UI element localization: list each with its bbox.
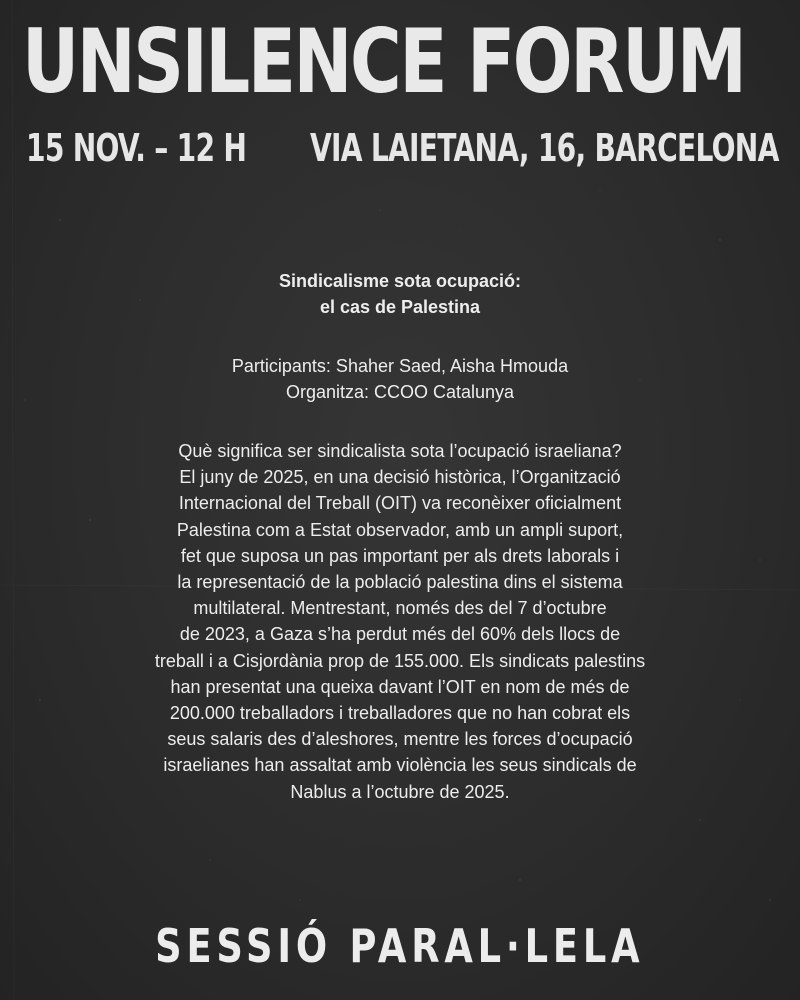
description-line: Nablus a l’octubre de 2025. xyxy=(290,781,510,802)
description-line: 200.000 treballadors i treballadores que no han cobrat els xyxy=(169,703,631,724)
session-meta xyxy=(80,353,720,405)
session-description xyxy=(80,438,720,805)
description-line: de 2023, a Gaza s’ha perdut més del 60% dels llocs de xyxy=(179,624,621,645)
session-title-line: el cas de Palestina xyxy=(319,297,481,317)
session-title-line: Sindicalisme sota ocupació: xyxy=(278,271,522,291)
description-line: fet que suposa un pas important per als drets laborals i xyxy=(180,545,620,566)
description-line: El juny de 2025, en una decisió històrica, l’Organització xyxy=(179,467,621,488)
description-line: Internacional del Treball (OIT) va reconèixer oficialment xyxy=(178,493,622,514)
event-title: UNSILENCE FORUM xyxy=(22,10,745,113)
description-line: Palestina com a Estat observador, amb un ampli suport, xyxy=(176,519,624,540)
session-participants: Participants: Shaher Saed, Aisha Hmouda xyxy=(231,356,569,376)
description-line: seus salaris des d’aleshores, mentre les forces d’ocupació xyxy=(167,729,633,750)
session-type-label xyxy=(0,918,800,974)
session-organizer: Organitza: CCOO Catalunya xyxy=(285,382,515,402)
description-line: israelianes han assaltat amb violència les seus sindicals de xyxy=(163,755,637,776)
session-content xyxy=(80,268,720,805)
description-line: multilateral. Mentrestant, només des del 7 d’octubre xyxy=(193,598,607,619)
session-title xyxy=(80,268,720,320)
description-line: la representació de la població palestina dins el sistema xyxy=(177,572,623,593)
description-line: han presentat una queixa davant l’OIT en nom de més de xyxy=(170,676,630,697)
session-type-text: SESSIÓ PARAL·LELA xyxy=(155,919,645,973)
description-line: Què significa ser sindicalista sota l’ocupació israeliana? xyxy=(178,441,622,461)
event-venue: VIA LAIETANA, 16, BARCELONA xyxy=(310,126,779,170)
event-date-time: 15 NOV. – 12 H xyxy=(26,126,247,170)
description-line: treball i a Cisjordània prop de 155.000. Els sindicats palestins xyxy=(154,650,646,671)
